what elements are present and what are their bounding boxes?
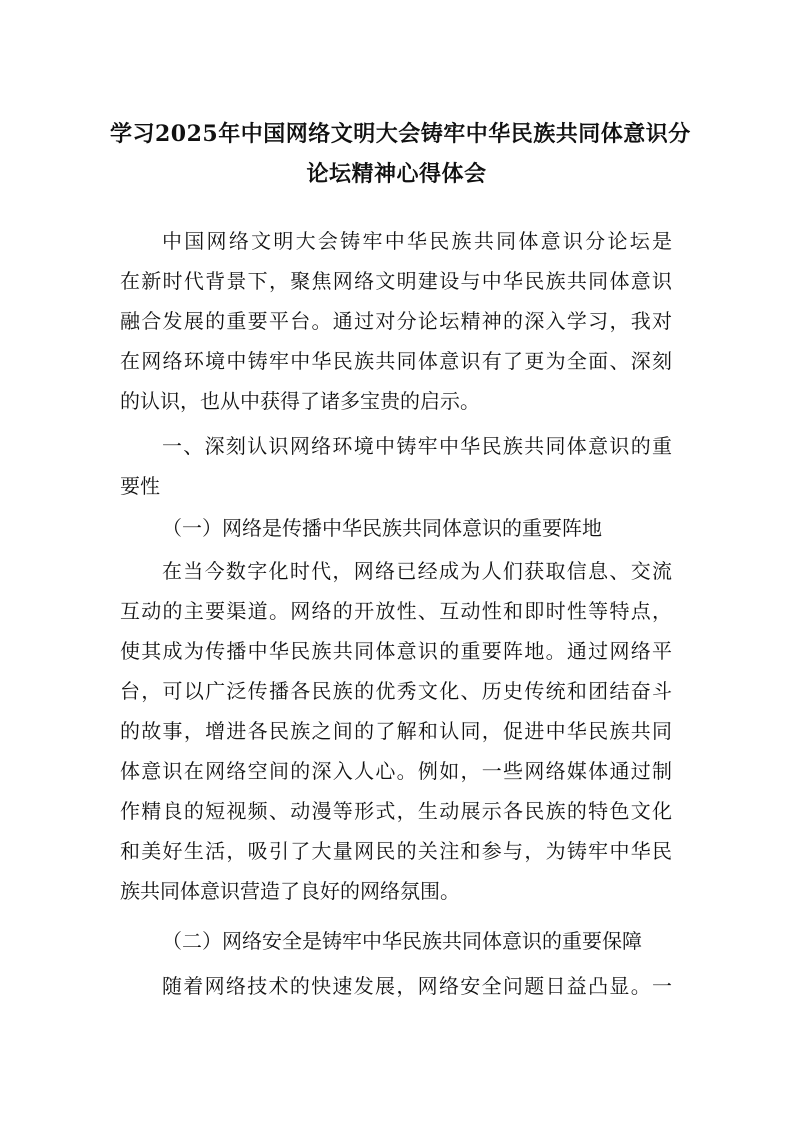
paragraph-line: 在当今数字化时代，网络已经成为人们获取信息、交流 bbox=[162, 559, 672, 583]
paragraph-line: 台，可以广泛传播各民族的优秀文化、历史传统和团结奋斗 bbox=[120, 679, 672, 703]
paragraph-line: 使其成为传播中华民族共同体意识的重要阵地。通过网络平 bbox=[120, 639, 672, 663]
section-heading-line: 要性 bbox=[120, 474, 160, 498]
paragraph-line: 在网络环境中铸牢中华民族共同体意识有了更为全面、深刻 bbox=[120, 349, 672, 373]
paragraph-line: 族共同体意识营造了良好的网络氛围。 bbox=[120, 879, 460, 903]
paragraph-line: 随着网络技术的快速发展，网络安全问题日益凸显。一 bbox=[162, 974, 672, 998]
subsection-heading: （一）网络是传播中华民族共同体意识的重要阵地 bbox=[162, 516, 602, 540]
document-title-line-1: 学习2025年中国网络文明大会铸牢中华民族共同体意识分 bbox=[110, 121, 691, 147]
paragraph-line: 的认识，也从中获得了诸多宝贵的启示。 bbox=[120, 389, 480, 413]
section-heading-line: 一、深刻认识网络环境中铸牢中华民族共同体意识的重 bbox=[162, 434, 672, 458]
document-title-line-2: 论坛精神心得体会 bbox=[306, 161, 487, 187]
paragraph-line: 互动的主要渠道。网络的开放性、互动性和即时性等特点， bbox=[120, 599, 672, 623]
paragraph-line: 中国网络文明大会铸牢中华民族共同体意识分论坛是 bbox=[162, 229, 672, 253]
paragraph-line: 的故事，增进各民族之间的了解和认同，促进中华民族共同 bbox=[120, 719, 672, 743]
paragraph-line: 作精良的短视频、动漫等形式，生动展示各民族的特色文化 bbox=[120, 799, 672, 823]
paragraph-line: 和美好生活，吸引了大量网民的关注和参与，为铸牢中华民 bbox=[120, 839, 672, 863]
paragraph-line: 体意识在网络空间的深入人心。例如，一些网络媒体通过制 bbox=[120, 759, 672, 783]
paragraph-line: 融合发展的重要平台。通过对分论坛精神的深入学习，我对 bbox=[120, 309, 672, 333]
subsection-heading: （二）网络安全是铸牢中华民族共同体意识的重要保障 bbox=[162, 929, 642, 953]
paragraph-line: 在新时代背景下，聚焦网络文明建设与中华民族共同体意识 bbox=[120, 269, 672, 293]
